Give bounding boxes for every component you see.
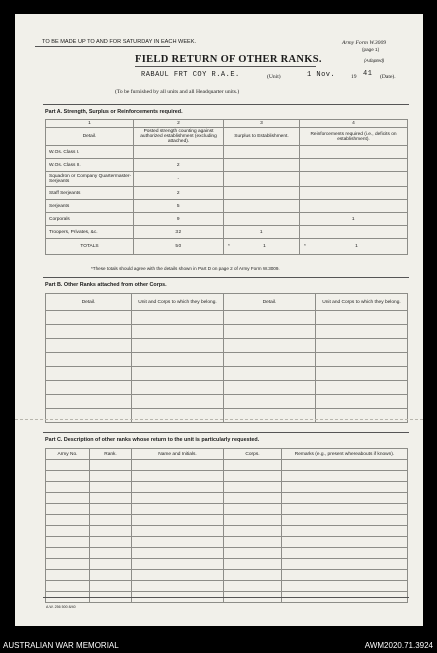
adapted-note: (Adapted) — [364, 58, 385, 63]
part-c-heading: Part C. Description of other ranks whose return to the unit is particularly requested. — [45, 437, 260, 443]
instruction-underline — [35, 46, 170, 47]
column-header-detail: Detail. — [46, 128, 134, 146]
totals-reinforcements — [300, 239, 408, 255]
row-detail: Corporals — [46, 213, 134, 226]
row-reinforcements: 1 — [300, 213, 408, 226]
col-number: 4 — [300, 120, 408, 128]
part-a-heading: Part A. Strength, Surplus or Reinforcements required. — [45, 109, 183, 115]
table-row — [46, 213, 408, 226]
row-surplus — [224, 159, 300, 172]
fold-line — [15, 419, 423, 420]
instruction-text: TO BE MADE UP TO AND FOR SATURDAY IN EACH WEEK. — [42, 39, 197, 45]
row-posted: 2 — [134, 187, 224, 200]
table-row — [46, 325, 408, 339]
col-number: 3 — [224, 120, 300, 128]
part-c-bottom-rule — [43, 597, 409, 598]
row-posted: 5 — [134, 200, 224, 213]
column-header-army-no: Army No. — [46, 449, 90, 460]
table-row — [46, 367, 408, 381]
table-row — [46, 493, 408, 504]
year-value: 41 — [363, 70, 373, 78]
row-surplus — [224, 146, 300, 159]
table-row — [46, 471, 408, 482]
unit-label: (Unit) — [267, 74, 281, 80]
row-reinforcements — [300, 200, 408, 213]
column-header-detail: Detail. — [224, 294, 316, 311]
totals-surplus-value: 1 — [263, 244, 267, 249]
table-row — [46, 460, 408, 471]
column-header-remarks: Remarks (e.g., present whereabouts if known). — [282, 449, 408, 460]
part-c-rule — [43, 432, 409, 433]
column-header-unit-corps: Unit and Corps to which they belong. — [316, 294, 408, 311]
row-posted: 9 — [134, 213, 224, 226]
row-reinforcements — [300, 159, 408, 172]
date-label: (Date). — [380, 74, 396, 80]
print-code: A.W. 256 500 8/40 — [46, 605, 76, 609]
column-header-surplus: Surplus to Establishment. — [224, 128, 300, 146]
table-row — [46, 559, 408, 570]
part-b-heading: Part B. Other Ranks attached from other Corps. — [45, 282, 167, 288]
table-row — [46, 339, 408, 353]
column-header-reinforcements: Reinforcements required (i.e., deficits on establishment). — [300, 128, 408, 146]
table-row — [46, 526, 408, 537]
totals-marker: * — [228, 244, 231, 249]
form-number: Army Form W.3009 — [342, 40, 387, 46]
totals-surplus — [224, 239, 300, 255]
row-surplus — [224, 213, 300, 226]
part-b-header-row — [46, 294, 408, 311]
part-b-table — [45, 293, 408, 423]
footer-accession-number: AWM2020.71.3924 — [364, 641, 433, 650]
year-prefix: 19 — [351, 74, 357, 80]
table-row — [46, 504, 408, 515]
row-posted: 32 — [134, 226, 224, 239]
part-c-header-row — [46, 449, 408, 460]
row-reinforcements — [300, 187, 408, 200]
column-header-posted: Posted strength counting against authorized establishment (excluding attached). — [134, 128, 224, 146]
part-c-table — [45, 448, 408, 603]
table-row — [46, 482, 408, 493]
table-row — [46, 200, 408, 213]
row-surplus — [224, 187, 300, 200]
table-row — [46, 187, 408, 200]
table-row — [46, 159, 408, 172]
column-header-corps: Corps. — [224, 449, 282, 460]
row-detail: Staff Serjeants — [46, 187, 134, 200]
table-row — [46, 537, 408, 548]
table-row — [46, 570, 408, 581]
row-surplus — [224, 200, 300, 213]
table-row — [46, 515, 408, 526]
part-b-rule — [43, 277, 409, 278]
row-posted: - — [134, 172, 224, 187]
form-page-number: (page 1) — [362, 47, 380, 52]
col-number: 2 — [134, 120, 224, 128]
table-row — [46, 311, 408, 325]
part-a-header-row — [46, 128, 408, 146]
table-row — [46, 146, 408, 159]
date-value: 1 Nov. — [307, 71, 336, 79]
row-reinforcements — [300, 226, 408, 239]
form-title: FIELD RETURN OF OTHER RANKS. — [135, 54, 322, 65]
column-header-detail: Detail. — [46, 294, 132, 311]
row-posted: 2 — [134, 159, 224, 172]
row-detail: Serjeants — [46, 200, 134, 213]
row-detail: W.Os. Class II. — [46, 159, 134, 172]
totals-reinforcements-value: 1 — [355, 244, 359, 249]
row-posted — [134, 146, 224, 159]
unit-value: RABAUL FRT COY R.A.E. — [141, 71, 240, 79]
table-row — [46, 395, 408, 409]
totals-label: TOTALS — [46, 239, 134, 255]
column-header-unit-corps: Unit and Corps to which they belong. — [132, 294, 224, 311]
table-row — [46, 381, 408, 395]
totals-posted: 50 — [134, 239, 224, 255]
row-detail: Squadron or Company Quartermaster-Serjeants — [46, 172, 134, 187]
row-reinforcements — [300, 172, 408, 187]
column-header-rank: Rank. — [90, 449, 132, 460]
part-a-rule — [43, 104, 409, 105]
row-detail: Troopers, Privates, &c. — [46, 226, 134, 239]
row-surplus — [224, 172, 300, 187]
furnished-note: (To be furnished by all units and all Headquarter units.) — [115, 89, 240, 95]
col-number: 1 — [46, 120, 134, 128]
part-a-table — [45, 119, 408, 255]
row-detail: W.Os. Class I. — [46, 146, 134, 159]
totals-row — [46, 239, 408, 255]
archive-footer — [0, 638, 437, 653]
totals-marker: * — [304, 244, 307, 249]
row-reinforcements — [300, 146, 408, 159]
table-row — [46, 353, 408, 367]
totals-footnote: *These totals should agree with the details shown in Part D on page 2 of Army Form W.3009. — [91, 266, 280, 271]
table-row — [46, 581, 408, 592]
row-surplus: 1 — [224, 226, 300, 239]
table-row — [46, 409, 408, 423]
column-header-name: Name and Initials. — [132, 449, 224, 460]
form-page — [15, 14, 423, 626]
footer-institution: AUSTRALIAN WAR MEMORIAL — [3, 641, 119, 650]
title-underline — [135, 66, 316, 67]
table-row — [46, 548, 408, 559]
table-row — [46, 226, 408, 239]
part-a-col-numbers — [46, 120, 408, 128]
table-row — [46, 172, 408, 187]
